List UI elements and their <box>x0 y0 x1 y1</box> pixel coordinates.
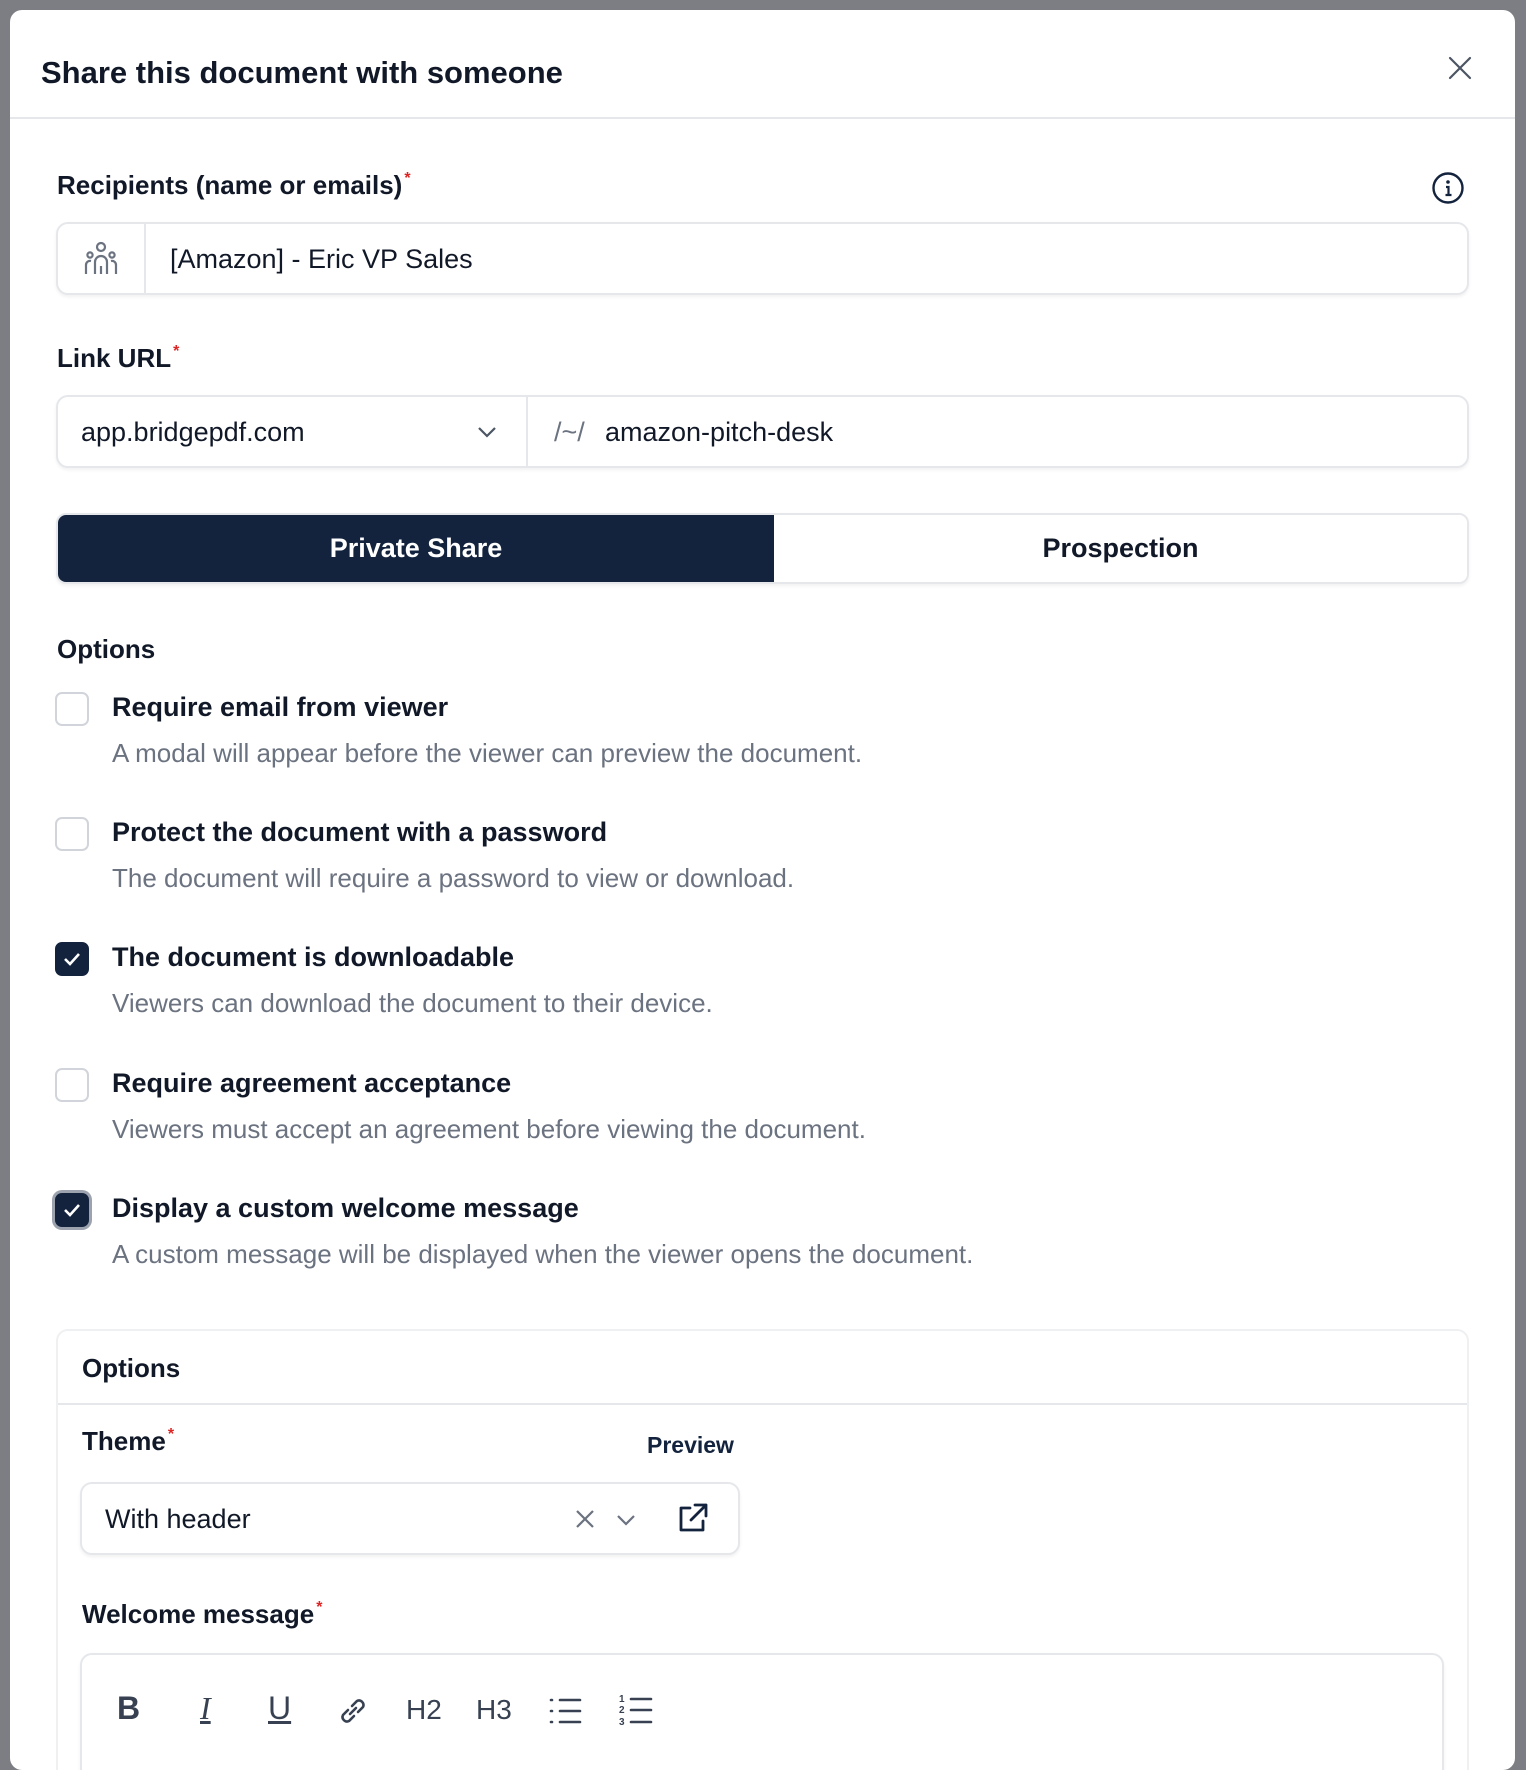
recipients-label <box>57 170 411 201</box>
required-marker: * <box>167 1426 175 1443</box>
option-description: A modal will appear before the viewer can preview the document. <box>112 738 863 768</box>
tab-prospection[interactable]: Prospection <box>774 515 1467 582</box>
svg-text:3: 3 <box>619 1717 625 1728</box>
option-title: Require email from viewer <box>112 692 449 722</box>
clear-icon[interactable] <box>574 1508 596 1530</box>
theme-value: With header <box>105 1504 251 1534</box>
card-header <box>58 1331 1467 1405</box>
dialog-header <box>10 10 1515 119</box>
recipients-label-text: Recipients (name or emails) <box>57 170 403 200</box>
require-email-checkbox[interactable] <box>55 692 89 726</box>
close-icon[interactable] <box>1444 52 1476 84</box>
option-description: A custom message will be displayed when the viewer opens the document. <box>112 1239 974 1269</box>
bold-button[interactable]: B <box>117 1690 141 1726</box>
required-marker: * <box>173 343 180 360</box>
card-heading: Options <box>82 1353 181 1383</box>
link-url-label-text: Link URL <box>57 343 172 373</box>
external-link-icon[interactable] <box>674 1501 710 1537</box>
option-title: Protect the document with a password <box>112 817 608 847</box>
people-icon <box>82 240 120 278</box>
recipients-icon-cell <box>58 224 146 293</box>
option-title: Display a custom welcome message <box>112 1193 579 1223</box>
welcome-message-checkbox[interactable] <box>55 1193 89 1227</box>
numbered-list-icon[interactable] <box>618 1692 654 1728</box>
underline-button[interactable]: U <box>268 1690 292 1726</box>
agreement-checkbox[interactable] <box>55 1068 89 1102</box>
option-description: Viewers must accept an agreement before viewing the document. <box>112 1114 866 1144</box>
options-heading: Options <box>57 634 156 664</box>
italic-button[interactable]: I <box>200 1690 211 1726</box>
svg-text:2: 2 <box>619 1705 625 1716</box>
option-title: The document is downloadable <box>112 942 515 972</box>
heading3-button[interactable]: H3 <box>476 1694 512 1725</box>
recipients-value: [Amazon] - Eric VP Sales <box>170 244 473 274</box>
check-icon <box>62 1200 82 1220</box>
chevron-down-icon[interactable] <box>615 1509 637 1531</box>
welcome-message-label <box>82 1599 322 1630</box>
option-title: Require agreement acceptance <box>112 1068 512 1098</box>
recipients-input[interactable] <box>56 222 1469 295</box>
bullet-list-icon[interactable] <box>548 1694 584 1728</box>
link-url-label <box>57 343 179 374</box>
required-marker: * <box>404 170 411 187</box>
slug-value: amazon-pitch-desk <box>605 417 834 447</box>
theme-select[interactable] <box>80 1482 740 1555</box>
slug-prefix: /~/ <box>554 417 585 447</box>
share-dialog <box>10 10 1515 1770</box>
share-mode-tabs <box>56 513 1469 584</box>
domain-select[interactable] <box>58 397 528 466</box>
option-description: Viewers can download the document to their device. <box>112 988 713 1018</box>
dialog-title: Share this document with someone <box>41 55 563 90</box>
theme-label <box>82 1426 174 1457</box>
domain-value: app.bridgepdf.com <box>81 417 305 447</box>
svg-text:1: 1 <box>619 1694 625 1705</box>
tab-private-share[interactable]: Private Share <box>58 515 774 582</box>
link-url-group <box>56 395 1469 468</box>
check-icon <box>62 949 82 969</box>
theme-label-text: Theme <box>82 1426 166 1456</box>
slug-input[interactable] <box>530 397 1467 466</box>
password-checkbox[interactable] <box>55 817 89 851</box>
heading2-button[interactable]: H2 <box>406 1694 442 1725</box>
downloadable-checkbox[interactable] <box>55 942 89 976</box>
option-description: The document will require a password to view or download. <box>112 863 795 893</box>
welcome-message-label-text: Welcome message <box>82 1599 315 1629</box>
link-icon[interactable] <box>336 1694 370 1728</box>
info-icon[interactable] <box>1431 171 1465 205</box>
preview-label: Preview <box>647 1432 734 1458</box>
chevron-down-icon <box>476 421 498 443</box>
required-marker: * <box>316 1599 323 1616</box>
